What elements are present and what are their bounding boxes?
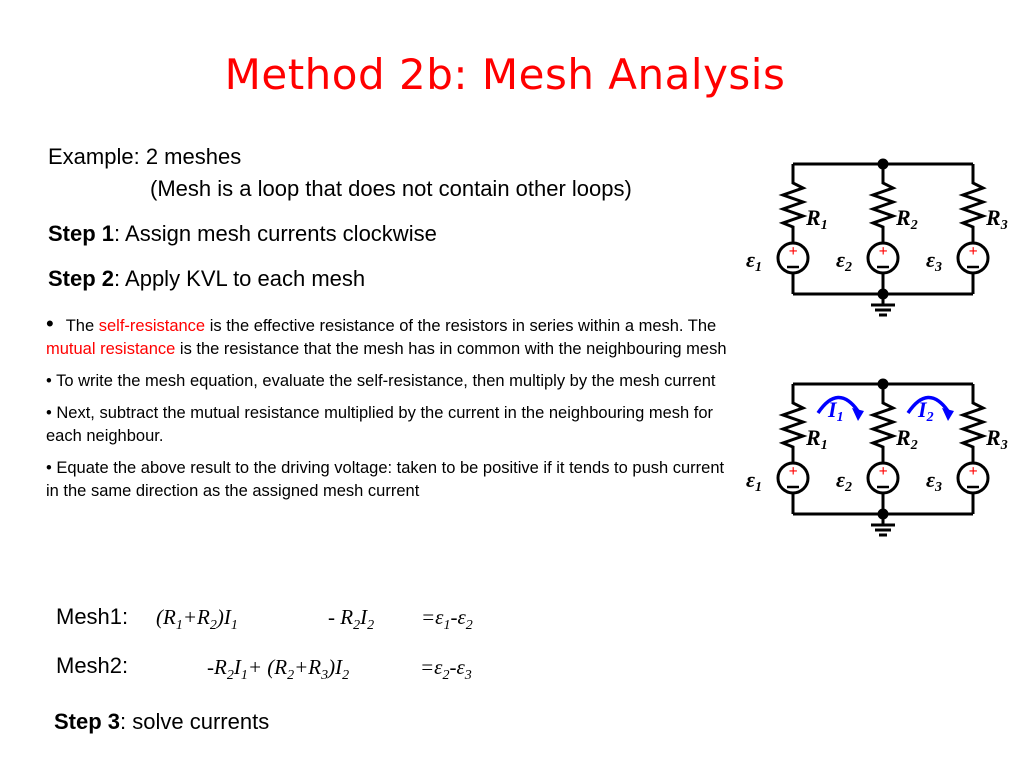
example-note: (Mesh is a loop that does not contain other loops): [150, 176, 632, 201]
mesh1-label: Mesh1:: [56, 604, 129, 629]
resistor-r1: [783, 164, 803, 243]
circuit-diagram: [740, 155, 1020, 325]
bullet-text: is the effective resistance of the resistors in series within a mesh. The: [205, 317, 717, 335]
resistor-r2: [873, 164, 893, 243]
example-line: Example: 2 meshes: [48, 144, 242, 169]
svg-text:R2: R2: [896, 425, 918, 453]
resistor-r3: [963, 164, 983, 243]
svg-text:R3: R3: [986, 205, 1008, 233]
mesh2-rhs: $=\varepsilon_2-\varepsilon_3$: [420, 655, 472, 684]
step1-text: : Assign mesh currents clockwise: [114, 221, 437, 246]
mesh1-lhs: $(R_1+R_2)I_1$: [156, 605, 238, 634]
svg-text:ε1: ε1: [746, 467, 763, 495]
mutual-resistance-term: mutual resistance: [46, 340, 176, 358]
svg-text:R1: R1: [806, 425, 828, 453]
bullet-text: The: [65, 317, 99, 335]
step3-text: : solve currents: [120, 709, 270, 734]
svg-text:I1: I1: [828, 397, 844, 425]
step3-label: Step 3: [54, 709, 121, 734]
svg-text:R2: R2: [896, 205, 918, 233]
step2: [48, 266, 365, 292]
svg-text:+: +: [788, 243, 798, 260]
svg-text:I2: I2: [918, 397, 934, 425]
mesh2-label: Mesh2:: [56, 653, 129, 678]
bullet-text: is the resistance that the mesh has in common with the neighbouring mesh: [175, 340, 727, 358]
bullet-driving-voltage: • Equate the above result to the driving voltage: taken to be positive if it tends to push current in the same direction as the assigned mesh current: [46, 459, 725, 500]
step2-text: : Apply KVL to each mesh: [114, 266, 366, 291]
step1: [48, 221, 437, 247]
svg-text:ε3: ε3: [926, 247, 943, 275]
svg-text:ε1: ε1: [746, 247, 763, 275]
svg-text:+: +: [968, 463, 978, 480]
svg-text:R1: R1: [806, 205, 828, 233]
svg-text:+: +: [788, 463, 798, 480]
step3: [54, 709, 269, 735]
svg-text:ε3: ε3: [926, 467, 943, 495]
bullet-self-resistance: • To write the mesh equation, evaluate the self-resistance, then multiply by the mesh current: [46, 372, 716, 390]
svg-text:ε2: ε2: [836, 467, 853, 495]
bullet-list: [46, 312, 741, 512]
svg-text:+: +: [878, 463, 888, 480]
circuit-diagram-with-mesh-currents: [740, 375, 1020, 545]
bullet-resistance-definition: [46, 312, 741, 361]
mesh1-mutual: - $R_2I_2$: [328, 605, 375, 634]
step2-label: Step 2: [48, 266, 115, 291]
svg-text:+: +: [878, 243, 888, 260]
bullet-mutual-resistance: • Next, subtract the mutual resistance multiplied by the current in the neighbouring mesh for each neighbour.: [46, 404, 714, 445]
mesh1-rhs: $=\varepsilon_1-\varepsilon_2$: [421, 605, 473, 634]
svg-text:ε2: ε2: [836, 247, 853, 275]
step1-label: Step 1: [48, 221, 115, 246]
mesh2-lhs: $-R_2I_1+ (R_2+R_3)I_2$: [207, 655, 350, 684]
svg-text:+: +: [968, 243, 978, 260]
svg-text:R3: R3: [986, 425, 1008, 453]
page-title: Method 2b: Mesh Analysis: [224, 50, 786, 99]
self-resistance-term: self-resistance: [98, 317, 206, 335]
